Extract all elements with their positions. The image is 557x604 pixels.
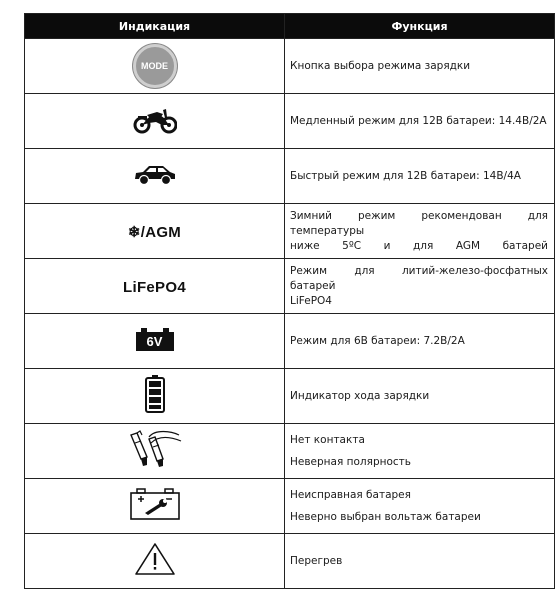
indication-cell xyxy=(25,204,285,259)
function-text: LiFePO4 xyxy=(290,294,332,307)
function-text: Неверно выбран вольтаж батареи xyxy=(290,510,481,523)
function-text: Кнопка выбора режима зарядки xyxy=(290,59,471,72)
indication-cell xyxy=(25,314,285,369)
warning-triangle-icon xyxy=(134,542,176,576)
function-cell xyxy=(285,534,555,589)
table-row xyxy=(25,424,555,479)
indication-cell xyxy=(25,424,285,479)
table-row xyxy=(25,314,555,369)
indication-cell xyxy=(25,94,285,149)
function-text: Перегрев xyxy=(290,554,343,567)
table-header-row xyxy=(25,14,555,39)
function-cell xyxy=(285,369,555,424)
battery-6v-label: 6V xyxy=(136,332,174,351)
table-row xyxy=(25,149,555,204)
function-cell xyxy=(285,39,555,94)
header-indication: Индикация xyxy=(25,14,285,39)
function-text: Быстрый режим для 12В батареи: 14В/4А xyxy=(290,169,521,182)
indication-cell xyxy=(25,534,285,589)
function-text: Режим для литий-железо-фосфатных батарей xyxy=(290,264,548,292)
function-text: ниже 5ºС и для AGM батарей xyxy=(290,239,548,252)
function-text: Неверная полярность xyxy=(290,455,411,468)
table-row xyxy=(25,369,555,424)
function-cell xyxy=(285,479,555,534)
indication-cell xyxy=(25,479,285,534)
function-cell xyxy=(285,94,555,149)
function-cell xyxy=(285,204,555,259)
function-cell xyxy=(285,424,555,479)
indication-cell xyxy=(25,39,285,94)
indication-cell xyxy=(25,149,285,204)
function-text: Режим для 6В батареи: 7.2В/2А xyxy=(290,334,465,347)
function-text: Неисправная батарея xyxy=(290,488,411,501)
battery-wrench-icon xyxy=(129,487,181,521)
indication-cell xyxy=(25,259,285,314)
table-row xyxy=(25,94,555,149)
function-cell xyxy=(285,314,555,369)
battery-6v-icon xyxy=(136,327,174,351)
motorcycle-icon xyxy=(133,104,177,134)
table-row xyxy=(25,479,555,534)
mode-button-icon: MODE xyxy=(133,44,177,88)
table-row xyxy=(25,204,555,259)
function-cell xyxy=(285,259,555,314)
function-cell xyxy=(285,149,555,204)
charge-level-icon xyxy=(145,375,165,413)
function-text: Индикатор хода зарядки xyxy=(290,389,430,402)
snowflake-agm-icon: ❄/AGM xyxy=(127,223,182,241)
table-row xyxy=(25,39,555,94)
header-function: Функция xyxy=(285,14,555,39)
lifepo4-label: LiFePO4 xyxy=(123,278,186,296)
indication-table xyxy=(24,13,555,589)
table-row xyxy=(25,534,555,589)
clamps-icon xyxy=(127,429,183,469)
function-text: Нет контакта xyxy=(290,433,365,446)
indication-cell xyxy=(25,369,285,424)
table-row xyxy=(25,259,555,314)
function-text: Медленный режим для 12В батареи: 14.4В/2А xyxy=(290,114,547,127)
function-text: Зимний режим рекомендован для температуры xyxy=(290,209,548,237)
car-icon xyxy=(133,162,177,186)
